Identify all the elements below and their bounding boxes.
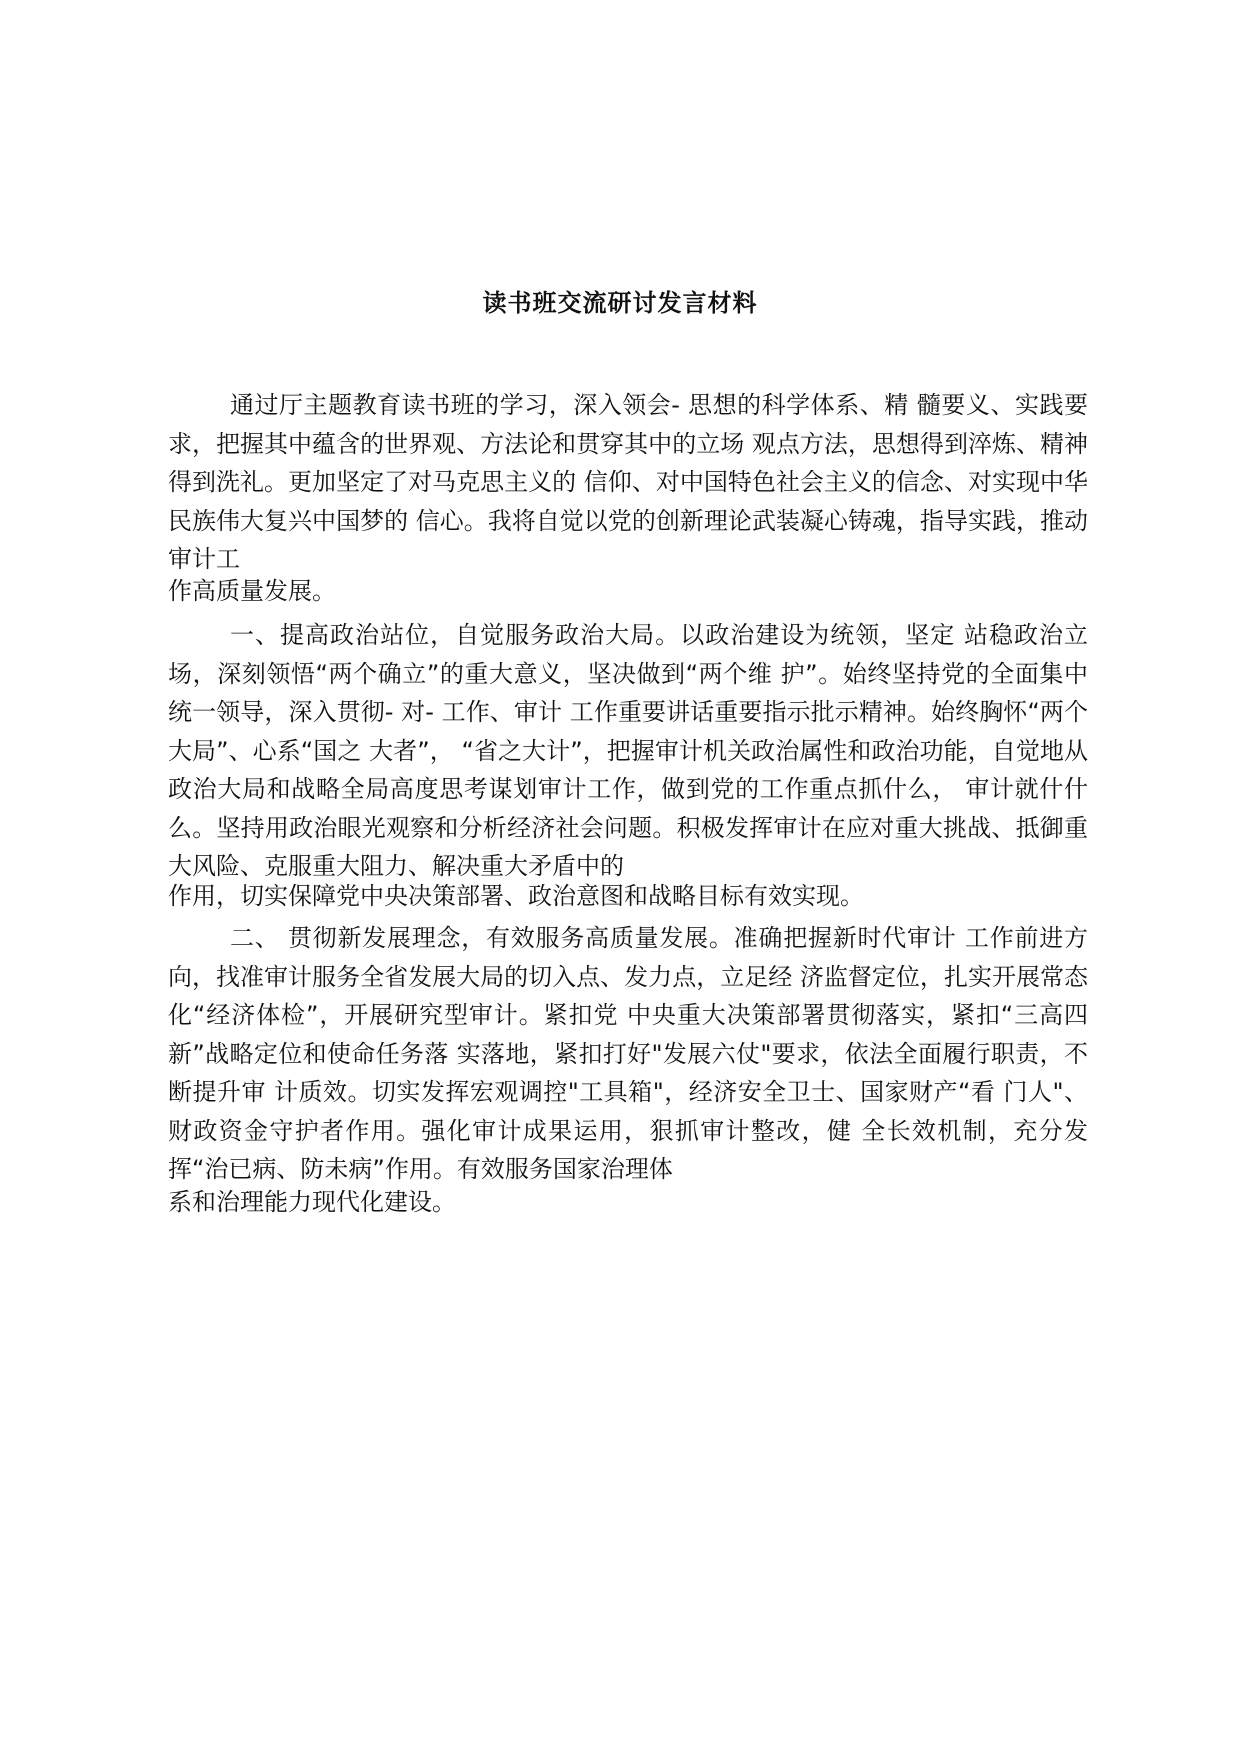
paragraph-3-tail: 系和治理能力现代化建设。 — [168, 1188, 456, 1216]
document-title: 读书班交流研讨发言材料 — [482, 289, 758, 317]
paragraph-1-body: 通过厅主题教育读书班的学习，深入领会- 思想的科学体系、精 髓要义、实践要求，把握其中蕴含的世界观、方法论和贯穿其中的立场 观点方法，思想得到淬炼、精神得到洗礼。更加坚定了对马克思主义的 信仰、对中国特色社会主义的信念、对实现中华民族伟大复兴中国梦的 信心。我将自觉以党的创新理论武装凝心铸魂，指导实践，推动审计工 — [168, 391, 1088, 573]
paragraph-1-tail: 作高质量发展。 — [168, 577, 336, 605]
paragraph-3-body: 二、 贯彻新发展理念，有效服务高质量发展。准确把握新时代审计 工作前进方向，找准审计服务全省发展大局的切入点、发力点，立足经 济监督定位，扎实开展常态化“经济体检”，开展研究型审计。紧扣党 中央重大决策部署贯彻落实，紧扣“三高四新”战略定位和使命任务落 实落地，紧扣打好"发展六仗"要求，依法全面履行职责，不断提升审 计质效。切实发挥宏观调控"工具箱"，经济安全卫士、国家财产“看 门人"、财政资金守护者作用。强化审计成果运用，狠抓审计整改，健 全长效机制，充分发挥“治已病、防未病”作用。有效服务国家治理体 — [168, 924, 1088, 1183]
paragraph-2-body: 一、提高政治站位，自觉服务政治大局。以政治建设为统领，坚定 站稳政治立场，深刻领悟“两个确立”的重大意义，坚决做到“两个维 护”。始终坚持党的全面集中统一领导，深入贯彻- 对- 工作、审计 工作重要讲话重要指示批示精神。始终胸怀“两个大局”、心系“国之 大者”， “省之大计”，把握审计机关政治属性和政治功能，自觉地从 政治大局和战略全局高度思考谋划审计工作，做到党的工作重点抓什么， 审计就什什么。坚持用政治眼光观察和分析经济社会问题。积极发挥审计在应对重大挑战、抵御重大风险、克服重大阻力、解决重大矛盾中的 — [168, 621, 1088, 880]
paragraph-2-tail: 作用，切实保障党中央决策部署、政治意图和战略目标有效实现。 — [168, 882, 864, 910]
